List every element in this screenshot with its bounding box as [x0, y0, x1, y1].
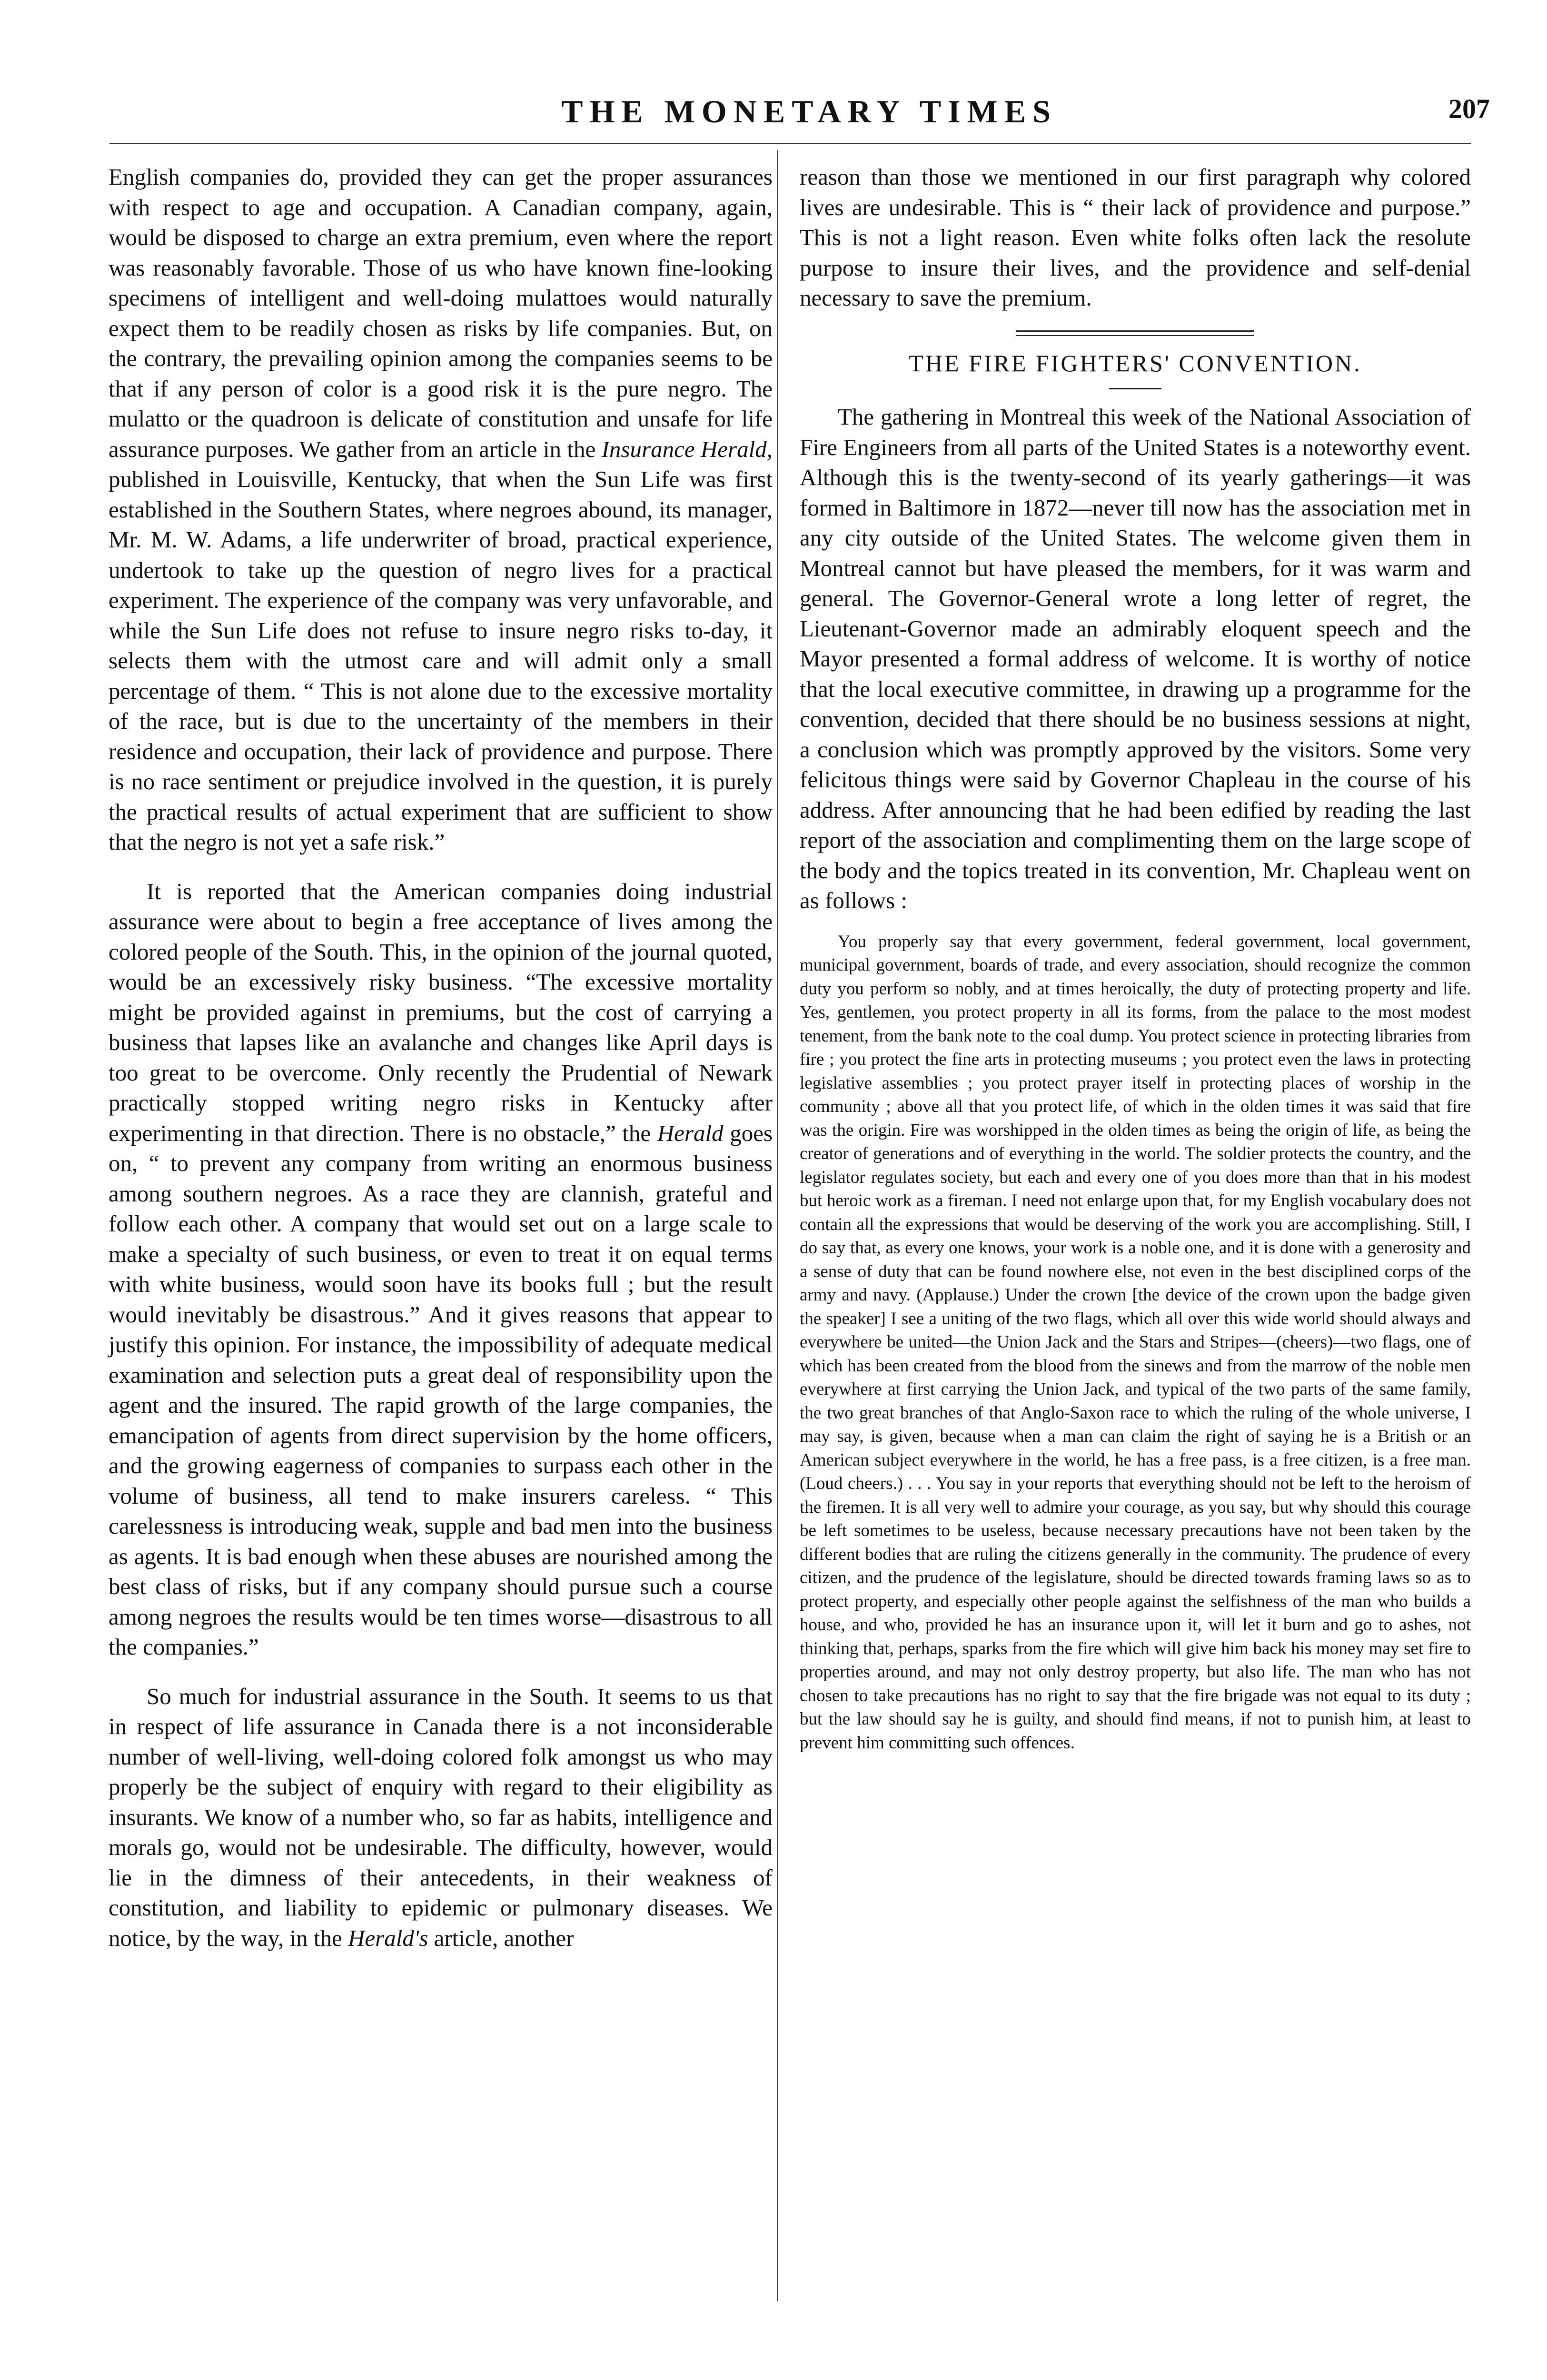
text-run: English companies do, provided they can get the proper assurances with respect to age and occupation. A Canadian company, again, would be disposed to charge an extra premium, even where the report was reasonably favorable. Those of us who have known fine-looking specimens of intelligent and well-doing mulattoes would naturally expect them to be readily chosen as risks by life companies. But, on the contrary, the prevailing opinion among the companies seems to be that if any person of color is a good risk it is the pure negro. The mulatto or the quadroon is delicate of constitution and unsafe for life assurance purposes. We gather from an article in the [109, 164, 773, 462]
page-number: 207 [1448, 93, 1490, 124]
paragraph-convention: The gathering in Montreal this week of the National Association of Fire Engineers from all parts of the United States is a noteworthy event. Although this is the twenty-second of its yearly gatherings—it was formed in Baltimore in 1872—never till now has the association met in any city outside of the United States. The welcome given them in Montreal cannot but have pleased the members, for it was warm and general. The Governor-General wrote a long letter of regret, the Lieutenant-Governor made an admirably eloquent speech and the Mayor presented a formal address of welcome. It is worthy of notice that the local executive committee, in drawing up a programme for the convention, decided that there should be no business sessions at night, a conclusion which was promptly approved by the visitors. Some very felicitous things were said by Governor Chapleau in the course of his address. After announcing that he had been edified by reading the last report of the association and complimenting them on the large scope of the body and the topics treated in its convention, Mr. Chapleau went on as follows : [800, 404, 1471, 913]
heading-rule [1109, 388, 1161, 389]
quoted-address: You properly say that every government, federal government, local government, municipal government, boards of trade, and every association, should recognize the common duty you perform so nobly, and at times heroically, the duty of protecting property and life. Yes, gentlemen, you protect property in all its forms, from the palace to the most modest tenement, from the bank note to the coal dump. You protect science in protecting libraries from fire ; you protect the fine arts in protecting museums ; you protect even the laws in protecting legislative assemblies ; you protect prayer itself in protecting places of worship in the community ; above all that you protect life, of which in the olden times it was said that fire was the origin. Fire was worshipped in the olden times as being the origin of life, as being the creator of generations and of everything in the world. The soldier protects the country, and the legislator regulates society, but each and every one of you does more than that in his modest but heroic work as a fireman. I need not enlarge upon that, for my English vocabulary does not contain all the expressions that would be deserving of the work you are accomplishing. Still, I do say that, as every one knows, your work is a noble one, and it is done with a generosity and a sense of duty that can be found nowhere else, not even in the best disciplined corps of the army and navy. (Applause.) Under the crown [the device of the crown upon the badge given the speaker] I see a uniting of the two flags, which all over this wide world should always and everywhere be united—the Union Jack and the Stars and Stripes—(cheers)—two flags, one of which has been created from the blood from the sinews and from the marrow of the noble men everywhere at first carrying the Union Jack, and typical of the two parts of the same family, the two great branches of that Anglo-Saxon race to which the ruling of the whole universe, I may say, is given, because when a man can claim the right of saying he is a British or an American subject everywhere in the world, he has a free pass, is a free citizen, is a free man. (Loud cheers.) . . . You say in your reports that everything should not be left to the heroism of the firemen. It is all very well to admire your courage, as you say, but why should this courage be left sometimes to be useless, because necessary precautions have not been taken by the different bodies that are ruling the citizens generally in the community. The prudence of every citizen, and the prudence of the legislature, should be directed towards framing laws so as to protect property, and especially other people against the selfishness of the man who builds a house, and who, provided he has an insurance upon it, will let it burn and go to ashes, not thinking that, perhaps, sparks from the fire which will give him back his money may set fire to properties around, and may not only destroy property, but also life. The man who has not chosen to take precautions has no right to say that the fire brigade was not equal to its duty ; but the law should say he is guilty, and should find means, if not to punish him, at least to prevent him committing such offences. [800, 932, 1471, 1753]
text-run: article, another [434, 1924, 574, 1951]
text-run: published in Louisville, Kentucky, that when the Sun Life was first established in the Southern States, where negroes abound, its manager, Mr. M. W. Adams, a life underwriter of broad, practical experience, undertook to take up the question of negro lives for a practical experiment. The experience of the company was very unfavorable, and while the Sun Life does not refuse to insure negro risks to-day, it selects them with the utmost care and will admit only a small percentage of them. “ This is not alone due to the excessive mortality of the race, but is due to the uncertainty of the members in their residence and occupation, their lack of providence and purpose. There is no race sentiment or prejudice involved in the question, it is purely the practical results of actual experiment that are sufficient to show that the negro is not yet a safe risk.” [109, 466, 773, 855]
paragraph-life-risks [109, 162, 773, 857]
paragraph-continuation: reason than those we mentioned in our first paragraph why colored lives are undesirable. This is “ their lack of providence and purpose.” This is not a light reason. Even white folks often lack the resolute purpose to insure their lives, and the providence and self-denial necessary to save the premium. [800, 164, 1471, 311]
publication-name: Herald's [348, 1924, 428, 1951]
masthead [124, 93, 1495, 136]
paragraph-canada-assurance [109, 1681, 773, 1954]
text-run: So much for industrial assurance in the South. It seems to us that in respect of life assurance in Canada there is a not inconsiderable number of well-living, well-doing colored folk amongst us who may properly be the subject of enquiry with regard to their eligibility as insurants. We know of a number who, so far as habits, intelligence and morals go, would not be undesirable. The difficulty, however, would lie in the dimness of their antecedents, in their weakness of constitution, and liability to epidemic or pulmonary diseases. We notice, by the way, in the [109, 1683, 773, 1951]
text-run: It is reported that the American companies doing industrial assurance were about to begin a free acceptance of lives among the colored people of the South. This, in the opinion of the journal quoted, would be an excessively risky business. “The excessive mortality might be provided against in premiums, but the cost of carrying a business that lapses like an avalanche and changes like April days is too great to be overcome. Only recently the Prudential of Newark practically stopped writing negro risks in Kentucky after experimenting in that direction. There is no obstacle,” the [109, 878, 773, 1146]
text-run: goes on, “ to prevent any company from writing an enormous business among southern negroes. As a race they are clannish, grateful and follow each other. A company that would set out on a large scale to make a specialty of such business, or even to treat it on equal terms with white business, would soon have its books full ; but the result would inevitably be disastrous.” And it gives reasons that appear to justify this opinion. For instance, the impossibility of adequate medical examination and selection puts a great deal of responsibility upon the agent and the insured. The rapid growth of the large companies, the emancipation of agents from direct supervision by the home officers, and the growing eagerness of companies to surpass each other in the volume of business, all tend to make insurers careless. “ This carelessness is introducing weak, supple and bad men into the business as agents. It is bad enough when these abuses are nourished among the best class of risks, but if any company should pursue such a course among negroes the results would be ten times worse—disastrous to all the companies.” [109, 1120, 773, 1660]
header-rule [109, 143, 1471, 144]
right-column [800, 162, 1471, 1755]
paragraph-industrial-assurance [109, 876, 773, 1662]
section-rule [1016, 330, 1254, 336]
publication-name: Herald [657, 1120, 724, 1146]
left-column [109, 162, 773, 1953]
article-heading: THE FIRE FIGHTERS' CONVENTION. [909, 349, 1362, 377]
publication-title: THE MONETARY TIMES [561, 93, 1057, 129]
publication-name: Insurance Herald, [601, 436, 773, 462]
column-divider [777, 150, 778, 2301]
